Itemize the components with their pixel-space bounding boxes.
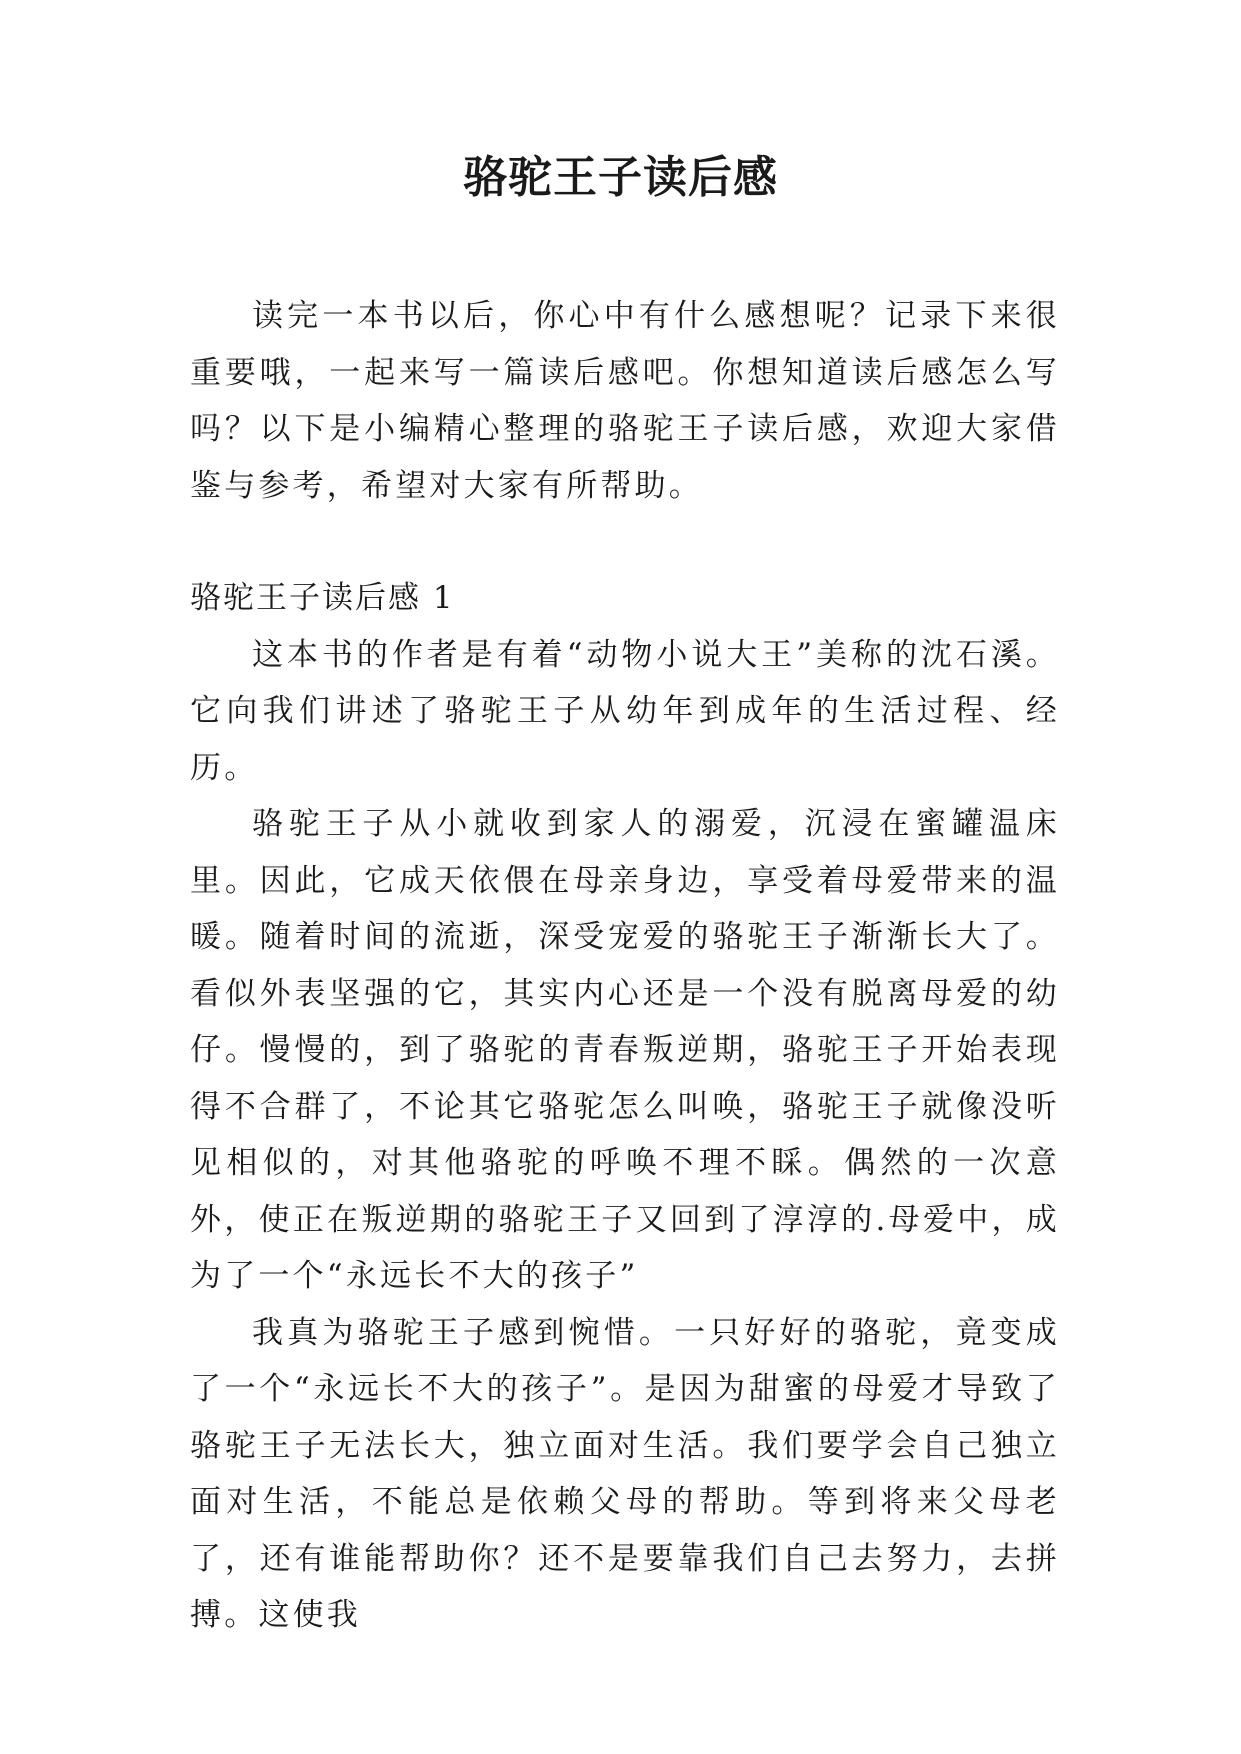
body-paragraph-1: 这本书的作者是有着“动物小说大王”美称的沈石溪。它向我们讲述了骆驼王子从幼年到成年的生活过程、经历。 [190,636,1060,786]
body-paragraph-2: 骆驼王子从小就收到家人的溺爱，沉浸在蜜罐温床里。因此，它成天依偎在母亲身边，享受着母爱带来的温暖。随着时间的流逝，深受宠爱的骆驼王子渐渐长大了。看似外表坚强的它，其实内心还是一个没有脱离母爱的幼仔。慢慢的，到了骆驼的青春叛逆期，骆驼王子开始表现得不合群了，不论其它骆驼怎么叫唤，骆驼王子就像没听见相似的，对其他骆驼的呼唤不理不睬。偶然的一次意外，使正在叛逆期的骆驼王子又回到了淳淳的.母爱中，成为了一个“永远长不大的孩子” [190,806,1060,1294]
paragraph-spacer [190,514,1060,570]
document-body [190,288,1060,1644]
document-title: 骆驼王子读后感 [463,152,778,203]
intro-paragraph: 读完一本书以后，你心中有什么感想呢？记录下来很重要哦，一起来写一篇读后感吧。你想知道读后感怎么写吗？以下是小编精心整理的骆驼王子读后感，欢迎大家借鉴与参考，希望对大家有所帮助。 [190,298,1060,504]
section-heading: 骆驼王子读后感 1 [190,580,455,616]
body-paragraph-3: 我真为骆驼王子感到惋惜。一只好好的骆驼，竟变成了一个“永远长不大的孩子”。是因为甜蜜的母爱才导致了骆驼王子无法长大，独立面对生活。我们要学会自己独立面对生活，不能总是依赖父母的帮助。等到将来父母老了，还有谁能帮助你？还不是要靠我们自己去努力，去拼搏。这使我 [190,1314,1060,1633]
